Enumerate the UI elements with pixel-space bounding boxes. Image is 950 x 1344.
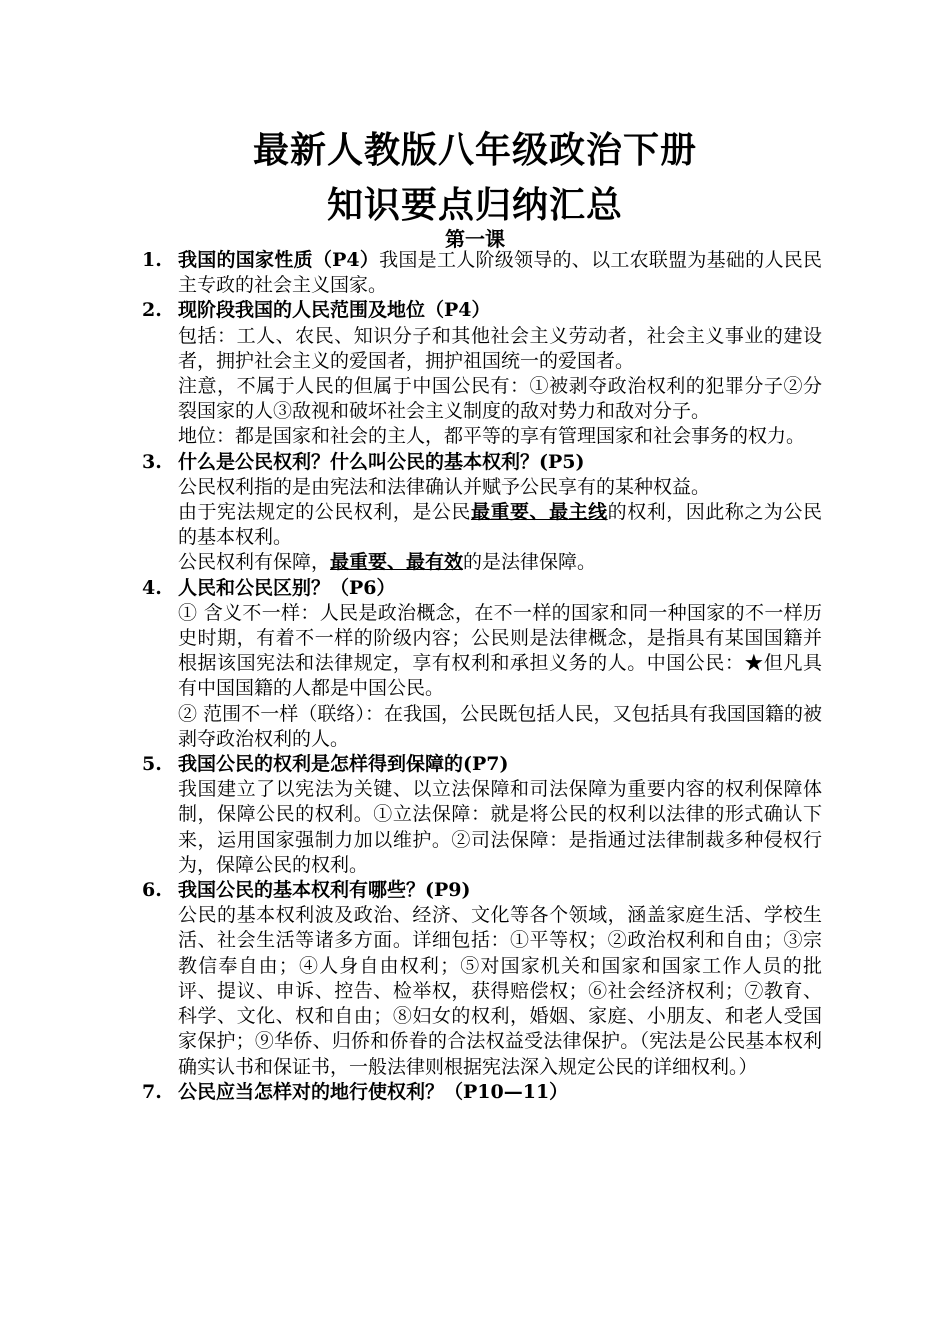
lesson-heading: 第一课	[445, 227, 505, 251]
list-item-7	[142, 1080, 822, 1105]
list-item-5	[142, 752, 822, 878]
item-text: 的权利，因此称之为公民的基本权利。	[178, 501, 822, 549]
content-body	[142, 248, 822, 1105]
item-text: 公民权利有保障，	[178, 551, 331, 574]
item-heading: 我国的国家性质（P4）	[178, 249, 380, 271]
item-heading: 现阶段我国的人民范围及地位（P4）	[178, 299, 491, 322]
item-paragraph: 地位：都是国家和社会的主人，都平等的享有管理国家和社会事务的权力。	[178, 425, 806, 448]
document-subtitle: 知识要点归纳汇总	[326, 184, 623, 226]
item-paragraph: 注意，不属于人民的但属于中国公民有：①被剥夺政治权利的犯罪分子②分裂国家的人③敌视和破坏社会主义制度的敌对势力和敌对分子。	[178, 375, 822, 423]
item-paragraph: 我国建立了以宪法为关键、以立法保障和司法保障为重要内容的权利保障体制，保障公民的权利。①立法保障：就是将公民的权利以法律的形式确认下来，运用国家强制力加以维护。②司法保障：是指通过法律制裁多种侵权行为，保障公民的权利。	[178, 778, 822, 876]
item-number: 3.	[142, 450, 162, 473]
item-paragraph: ② 范围不一样（联络）：在我国，公民既包括人民，又包括具有我国国籍的被剥夺政治权利的人。	[178, 702, 822, 750]
item-paragraph	[178, 248, 822, 298]
item-number: 5.	[142, 753, 162, 776]
item-heading: 人民和公民区别？（P6）	[178, 576, 396, 599]
item-number: 1.	[142, 249, 162, 271]
item-text: 由于宪法规定的公民权利，是公民	[178, 501, 471, 524]
list-item-4	[142, 576, 822, 752]
item-paragraph: 包括：工人、农民、知识分子和其他社会主义劳动者，社会主义事业的建设者，拥护社会主义的爱国者，拥护祖国统一的爱国者。	[178, 324, 822, 372]
item-text: 我国是工人阶级领导的、以工农联盟为基础的人民民主专政的社会主义国家。	[178, 249, 822, 297]
item-number: 2.	[142, 299, 162, 322]
emphasis-text: 最重要、最有效	[330, 551, 464, 574]
item-paragraph: ① 含义不一样：人民是政治概念，在不一样的国家和同一种国家的不一样历史时期，有着不一样的阶级内容；公民则是法律概念，是指具有某国国籍并根据该国宪法和法律规定，享有权利和承担义务的人。中国公民：★但凡具有中国国籍的人都是中国公民。	[178, 601, 822, 700]
list-item-3	[142, 450, 822, 576]
list-item-1	[142, 248, 822, 298]
item-paragraph	[178, 550, 822, 575]
item-text: 的是法律保障。	[463, 551, 597, 574]
item-paragraph: 公民权利指的是由宪法和法律确认并赋予公民享有的某种权益。	[178, 475, 711, 498]
item-heading: 我国公民的基本权利有哪些？(P9)	[178, 879, 471, 902]
item-number: 6.	[142, 879, 162, 902]
document-title: 最新人教版八年级政治下册	[252, 129, 697, 171]
item-number: 4.	[142, 576, 162, 599]
item-heading: 什么是公民权利？什么叫公民的基本权利？(P5)	[178, 450, 585, 473]
item-number: 7.	[142, 1080, 162, 1103]
list-item-6	[142, 878, 822, 1080]
emphasis-text: 最重要、最主线	[470, 501, 608, 524]
item-heading: 我国公民的权利是怎样得到保障的(P7)	[178, 753, 509, 776]
list-item-2	[142, 298, 822, 449]
item-paragraph	[178, 500, 822, 550]
item-paragraph: 公民的基本权利波及政治、经济、文化等各个领域，涵盖家庭生活、学校生活、社会生活等诸多方面。详细包括：①平等权；②政治权利和自由；③宗教信奉自由；④人身自由权利；⑤对国家机关和国家和国家工作人员的批评、提议、申诉、控告、检举权，获得赔偿权；⑥社会经济权利；⑦教育、科学、文化、权和自由；⑧妇女的权利，婚姻、家庭、小朋友、和老人受国家保护；⑨华侨、归侨和侨眷的合法权益受法律保护。（宪法是公民基本权利确实认书和保证书，一般法律则根据宪法深入规定公民的详细权利。）	[178, 904, 822, 1078]
item-heading: 公民应当怎样对的地行使权利？（P10—11）	[178, 1080, 569, 1103]
